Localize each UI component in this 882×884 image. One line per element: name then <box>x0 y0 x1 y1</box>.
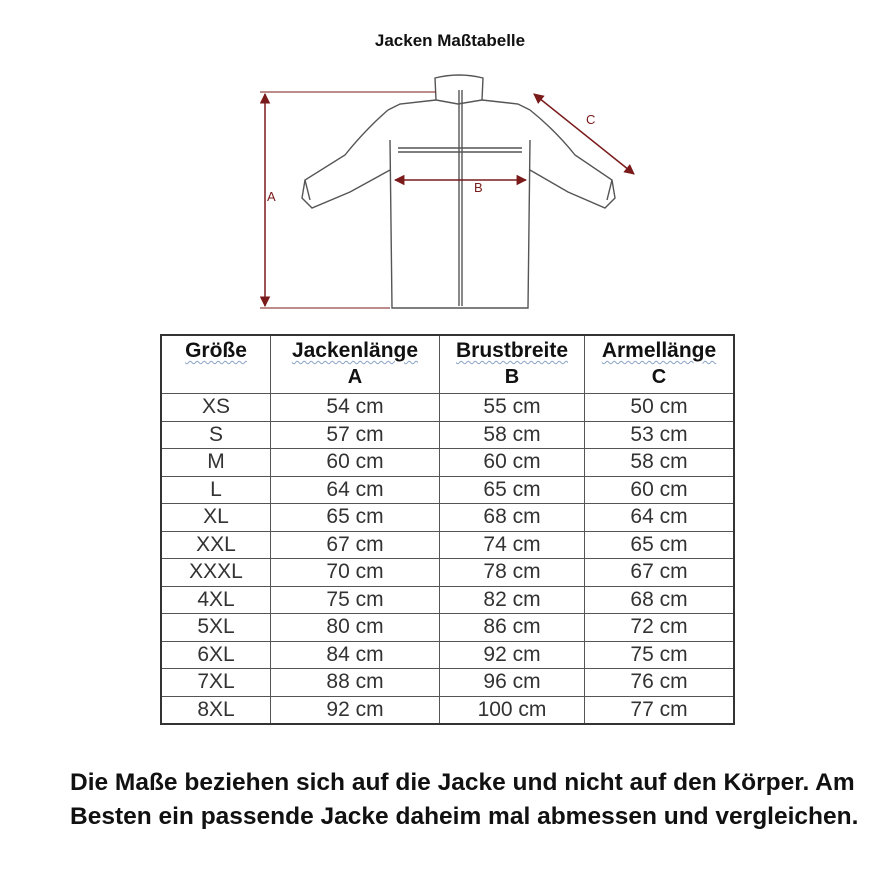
cell-chest: 74 cm <box>440 531 585 559</box>
jacket-diagram <box>250 70 650 320</box>
cell-length: 70 cm <box>271 559 440 587</box>
cell-size: 5XL <box>161 614 271 642</box>
table-row <box>161 421 734 449</box>
cell-length: 88 cm <box>271 669 440 697</box>
cell-chest: 100 cm <box>440 696 585 724</box>
cell-size: L <box>161 476 271 504</box>
cell-sleeve: 72 cm <box>585 614 735 642</box>
cell-chest: 92 cm <box>440 641 585 669</box>
table-row <box>161 531 734 559</box>
table-row <box>161 586 734 614</box>
cell-size: XL <box>161 504 271 532</box>
table-row <box>161 669 734 697</box>
cell-sleeve: 75 cm <box>585 641 735 669</box>
header-chest-width: Brustbreite B <box>440 335 585 394</box>
table-row <box>161 476 734 504</box>
cell-sleeve: 60 cm <box>585 476 735 504</box>
header-size: Größe <box>161 335 271 394</box>
dimension-a-label: A <box>267 189 276 204</box>
jacket-outline <box>302 75 615 308</box>
table-row <box>161 504 734 532</box>
dimension-c-label: C <box>586 112 596 127</box>
cell-length: 54 cm <box>271 394 440 422</box>
cell-size: XXL <box>161 531 271 559</box>
cell-length: 60 cm <box>271 449 440 477</box>
dimension-b-label: B <box>474 180 483 195</box>
cell-sleeve: 58 cm <box>585 449 735 477</box>
table-row <box>161 559 734 587</box>
table-row <box>161 394 734 422</box>
measurement-note: Die Maße beziehen sich auf die Jacke und nicht auf den Körper. Am Besten ein passende Jacke daheim mal abmessen und vergleichen. <box>70 769 859 830</box>
cell-length: 57 cm <box>271 421 440 449</box>
cell-sleeve: 67 cm <box>585 559 735 587</box>
cell-sleeve: 50 cm <box>585 394 735 422</box>
cell-length: 80 cm <box>271 614 440 642</box>
cell-size: 7XL <box>161 669 271 697</box>
table-row <box>161 696 734 724</box>
cell-chest: 60 cm <box>440 449 585 477</box>
header-jacket-length: Jackenlänge A <box>271 335 440 394</box>
table-header-row <box>161 335 734 394</box>
cell-length: 84 cm <box>271 641 440 669</box>
cell-chest: 58 cm <box>440 421 585 449</box>
cell-chest: 68 cm <box>440 504 585 532</box>
cell-sleeve: 76 cm <box>585 669 735 697</box>
cell-size: M <box>161 449 271 477</box>
cell-sleeve: 68 cm <box>585 586 735 614</box>
cell-length: 65 cm <box>271 504 440 532</box>
cell-length: 75 cm <box>271 586 440 614</box>
cell-length: 64 cm <box>271 476 440 504</box>
table-row <box>161 449 734 477</box>
cell-size: 8XL <box>161 696 271 724</box>
cell-chest: 65 cm <box>440 476 585 504</box>
jacket-svg <box>250 70 650 320</box>
cell-sleeve: 77 cm <box>585 696 735 724</box>
cell-size: S <box>161 421 271 449</box>
page-title: Jacken Maßtabelle <box>374 31 526 50</box>
size-table <box>160 334 735 725</box>
table-row <box>161 614 734 642</box>
table-row <box>161 641 734 669</box>
cell-sleeve: 64 cm <box>585 504 735 532</box>
cell-chest: 86 cm <box>440 614 585 642</box>
header-sleeve-length: Armellänge C <box>585 335 735 394</box>
cell-chest: 96 cm <box>440 669 585 697</box>
cell-size: XXXL <box>161 559 271 587</box>
dimension-c-line <box>534 94 634 174</box>
cell-chest: 82 cm <box>440 586 585 614</box>
cell-size: 4XL <box>161 586 271 614</box>
cell-chest: 78 cm <box>440 559 585 587</box>
cell-length: 67 cm <box>271 531 440 559</box>
cell-size: 6XL <box>161 641 271 669</box>
cell-chest: 55 cm <box>440 394 585 422</box>
cell-size: XS <box>161 394 271 422</box>
cell-sleeve: 65 cm <box>585 531 735 559</box>
cell-sleeve: 53 cm <box>585 421 735 449</box>
cell-length: 92 cm <box>271 696 440 724</box>
